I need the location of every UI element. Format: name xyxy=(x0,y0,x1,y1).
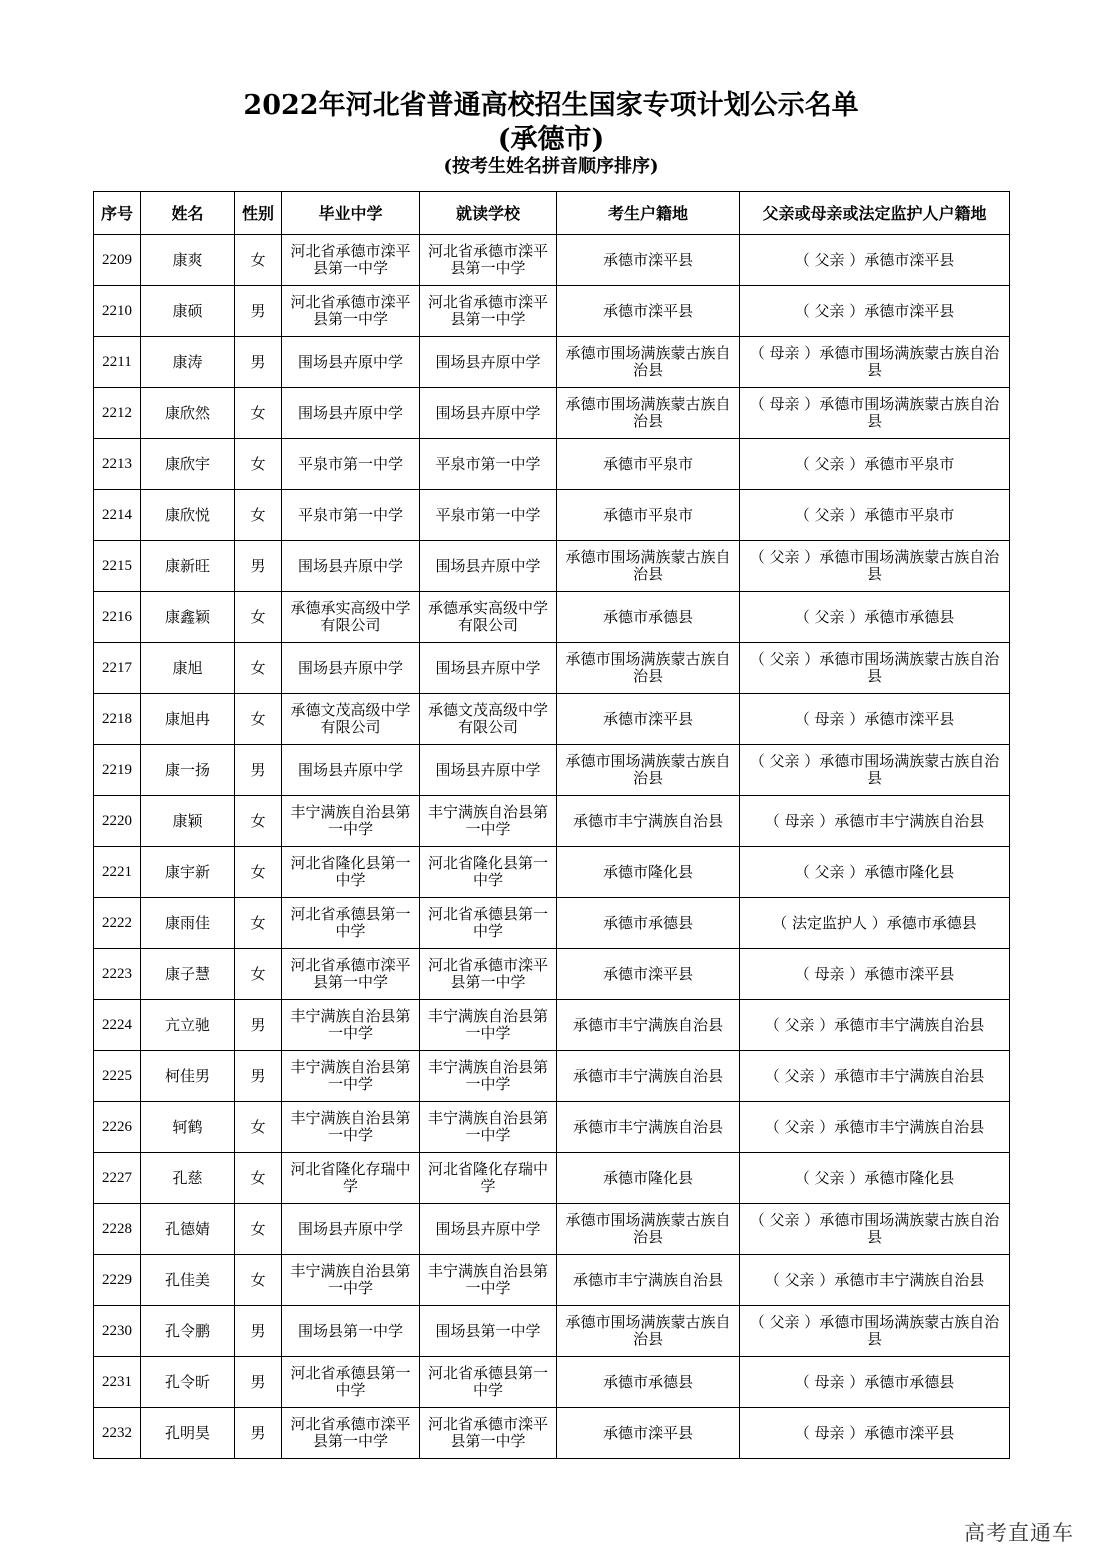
cell-student-residence: 承德市围场满族蒙古族自治县 xyxy=(557,337,740,388)
cell-graduation-school: 河北省隆化县第一中学 xyxy=(282,847,420,898)
cell-guardian-residence: （ 父亲 ）承德市平泉市 xyxy=(740,490,1010,541)
cell-current-school: 河北省承德市滦平县第一中学 xyxy=(420,949,557,1000)
watermark: 高考直通车 xyxy=(964,1521,1074,1545)
cell-name: 孔令鹏 xyxy=(141,1306,235,1357)
cell-name: 康颖 xyxy=(141,796,235,847)
cell-graduation-school: 丰宁满族自治县第一中学 xyxy=(282,1000,420,1051)
table-row xyxy=(94,286,1010,337)
cell-guardian-residence: （ 父亲 ）承德市平泉市 xyxy=(740,439,1010,490)
cell-index: 2227 xyxy=(94,1153,141,1204)
cell-student-residence: 承德市隆化县 xyxy=(557,1153,740,1204)
cell-name: 康欣悦 xyxy=(141,490,235,541)
cell-guardian-residence: （ 父亲 ）承德市滦平县 xyxy=(740,286,1010,337)
cell-name: 柯佳男 xyxy=(141,1051,235,1102)
cell-name: 孔明昊 xyxy=(141,1408,235,1459)
cell-student-residence: 承德市承德县 xyxy=(557,592,740,643)
cell-guardian-residence: （ 法定监护人 ）承德市承德县 xyxy=(740,898,1010,949)
cell-current-school: 承德承实高级中学有限公司 xyxy=(420,592,557,643)
cell-student-residence: 承德市围场满族蒙古族自治县 xyxy=(557,541,740,592)
table-row xyxy=(94,337,1010,388)
cell-index: 2212 xyxy=(94,388,141,439)
cell-index: 2231 xyxy=(94,1357,141,1408)
cell-student-residence: 承德市滦平县 xyxy=(557,286,740,337)
cell-gender: 女 xyxy=(235,592,282,643)
cell-current-school: 河北省隆化存瑞中学 xyxy=(420,1153,557,1204)
cell-name: 康旭 xyxy=(141,643,235,694)
cell-index: 2210 xyxy=(94,286,141,337)
cell-guardian-residence: （ 母亲 ）承德市围场满族蒙古族自治县 xyxy=(740,388,1010,439)
cell-name: 康子慧 xyxy=(141,949,235,1000)
cell-graduation-school: 河北省承德县第一中学 xyxy=(282,1357,420,1408)
cell-name: 康鑫颖 xyxy=(141,592,235,643)
cell-graduation-school: 丰宁满族自治县第一中学 xyxy=(282,1102,420,1153)
cell-name: 亢立驰 xyxy=(141,1000,235,1051)
cell-name: 康涛 xyxy=(141,337,235,388)
table-row xyxy=(94,1102,1010,1153)
cell-guardian-residence: （ 母亲 ）承德市滦平县 xyxy=(740,1408,1010,1459)
column-header-current-school: 就读学校 xyxy=(420,192,557,235)
table-row xyxy=(94,1408,1010,1459)
sort-note: (按考生姓名拼音顺序排序) xyxy=(443,156,659,177)
cell-current-school: 河北省承德市滦平县第一中学 xyxy=(420,286,557,337)
cell-student-residence: 承德市丰宁满族自治县 xyxy=(557,1000,740,1051)
table-row xyxy=(94,1000,1010,1051)
cell-graduation-school: 围场县第一中学 xyxy=(282,1306,420,1357)
cell-gender: 男 xyxy=(235,541,282,592)
table-header-row xyxy=(94,192,1010,235)
cell-current-school: 围场县卉原中学 xyxy=(420,388,557,439)
cell-graduation-school: 围场县卉原中学 xyxy=(282,337,420,388)
cell-index: 2229 xyxy=(94,1255,141,1306)
cell-current-school: 河北省承德市滦平县第一中学 xyxy=(420,1408,557,1459)
cell-current-school: 丰宁满族自治县第一中学 xyxy=(420,1102,557,1153)
column-header-name: 姓名 xyxy=(141,192,235,235)
cell-graduation-school: 河北省承德县第一中学 xyxy=(282,898,420,949)
cell-gender: 女 xyxy=(235,694,282,745)
cell-gender: 女 xyxy=(235,1204,282,1255)
table-row xyxy=(94,1306,1010,1357)
cell-index: 2226 xyxy=(94,1102,141,1153)
cell-guardian-residence: （ 父亲 ）承德市围场满族蒙古族自治县 xyxy=(740,1306,1010,1357)
cell-index: 2220 xyxy=(94,796,141,847)
cell-name: 康欣宇 xyxy=(141,439,235,490)
cell-gender: 男 xyxy=(235,1000,282,1051)
cell-current-school: 河北省承德市滦平县第一中学 xyxy=(420,235,557,286)
cell-gender: 女 xyxy=(235,235,282,286)
cell-gender: 女 xyxy=(235,490,282,541)
cell-graduation-school: 丰宁满族自治县第一中学 xyxy=(282,1255,420,1306)
cell-gender: 男 xyxy=(235,337,282,388)
cell-gender: 男 xyxy=(235,1408,282,1459)
table-row xyxy=(94,796,1010,847)
cell-current-school: 平泉市第一中学 xyxy=(420,490,557,541)
cell-guardian-residence: （ 父亲 ）承德市隆化县 xyxy=(740,847,1010,898)
cell-guardian-residence: （ 母亲 ）承德市丰宁满族自治县 xyxy=(740,796,1010,847)
column-header-gender: 性别 xyxy=(235,192,282,235)
table-row xyxy=(94,694,1010,745)
cell-current-school: 平泉市第一中学 xyxy=(420,439,557,490)
cell-index: 2213 xyxy=(94,439,141,490)
cell-graduation-school: 平泉市第一中学 xyxy=(282,439,420,490)
cell-guardian-residence: （ 父亲 ）承德市承德县 xyxy=(740,592,1010,643)
cell-guardian-residence: （ 母亲 ）承德市滦平县 xyxy=(740,694,1010,745)
cell-current-school: 围场县卉原中学 xyxy=(420,643,557,694)
cell-student-residence: 承德市隆化县 xyxy=(557,847,740,898)
cell-guardian-residence: （ 父亲 ）承德市丰宁满族自治县 xyxy=(740,1051,1010,1102)
cell-index: 2216 xyxy=(94,592,141,643)
table-row xyxy=(94,1051,1010,1102)
cell-graduation-school: 围场县卉原中学 xyxy=(282,1204,420,1255)
cell-name: 康一扬 xyxy=(141,745,235,796)
cell-graduation-school: 丰宁满族自治县第一中学 xyxy=(282,796,420,847)
table-row xyxy=(94,592,1010,643)
cell-name: 轲鹤 xyxy=(141,1102,235,1153)
cell-guardian-residence: （ 母亲 ）承德市滦平县 xyxy=(740,949,1010,1000)
cell-current-school: 丰宁满族自治县第一中学 xyxy=(420,1255,557,1306)
cell-student-residence: 承德市丰宁满族自治县 xyxy=(557,1051,740,1102)
cell-student-residence: 承德市平泉市 xyxy=(557,439,740,490)
table-row xyxy=(94,745,1010,796)
table-body xyxy=(94,235,1010,1459)
cell-guardian-residence: （ 父亲 ）承德市丰宁满族自治县 xyxy=(740,1000,1010,1051)
cell-gender: 女 xyxy=(235,796,282,847)
table-row xyxy=(94,1255,1010,1306)
column-header-guardian-residence: 父亲或母亲或法定监护人户籍地 xyxy=(740,192,1010,235)
cell-name: 康硕 xyxy=(141,286,235,337)
cell-current-school: 围场县卉原中学 xyxy=(420,745,557,796)
cell-student-residence: 承德市丰宁满族自治县 xyxy=(557,796,740,847)
column-header-index: 序号 xyxy=(94,192,141,235)
cell-gender: 男 xyxy=(235,1306,282,1357)
cell-student-residence: 承德市围场满族蒙古族自治县 xyxy=(557,1306,740,1357)
cell-guardian-residence: （ 父亲 ）承德市围场满族蒙古族自治县 xyxy=(740,745,1010,796)
cell-graduation-school: 河北省承德市滦平县第一中学 xyxy=(282,235,420,286)
table-row xyxy=(94,439,1010,490)
table-row xyxy=(94,490,1010,541)
cell-index: 2228 xyxy=(94,1204,141,1255)
cell-current-school: 承德文茂高级中学有限公司 xyxy=(420,694,557,745)
cell-name: 康欣然 xyxy=(141,388,235,439)
cell-student-residence: 承德市滦平县 xyxy=(557,949,740,1000)
table-row xyxy=(94,949,1010,1000)
cell-gender: 男 xyxy=(235,1357,282,1408)
cell-current-school: 丰宁满族自治县第一中学 xyxy=(420,1000,557,1051)
cell-gender: 女 xyxy=(235,1255,282,1306)
cell-graduation-school: 围场县卉原中学 xyxy=(282,541,420,592)
cell-name: 孔德婧 xyxy=(141,1204,235,1255)
cell-guardian-residence: （ 父亲 ）承德市隆化县 xyxy=(740,1153,1010,1204)
cell-name: 康雨佳 xyxy=(141,898,235,949)
cell-gender: 男 xyxy=(235,745,282,796)
cell-gender: 女 xyxy=(235,898,282,949)
cell-index: 2221 xyxy=(94,847,141,898)
cell-guardian-residence: （ 父亲 ）承德市围场满族蒙古族自治县 xyxy=(740,541,1010,592)
page-title: 2022年河北省普通高校招生国家专项计划公示名单 xyxy=(243,90,859,121)
cell-graduation-school: 河北省隆化存瑞中学 xyxy=(282,1153,420,1204)
cell-graduation-school: 承德承实高级中学有限公司 xyxy=(282,592,420,643)
table-row xyxy=(94,541,1010,592)
table-row xyxy=(94,1357,1010,1408)
column-header-student-residence: 考生户籍地 xyxy=(557,192,740,235)
cell-gender: 男 xyxy=(235,286,282,337)
cell-index: 2214 xyxy=(94,490,141,541)
cell-guardian-residence: （ 父亲 ）承德市围场满族蒙古族自治县 xyxy=(740,1204,1010,1255)
cell-current-school: 围场县第一中学 xyxy=(420,1306,557,1357)
table-row xyxy=(94,388,1010,439)
cell-guardian-residence: （ 父亲 ）承德市丰宁满族自治县 xyxy=(740,1255,1010,1306)
cell-current-school: 河北省承德县第一中学 xyxy=(420,898,557,949)
roster-table xyxy=(93,191,1010,1459)
cell-index: 2224 xyxy=(94,1000,141,1051)
cell-student-residence: 承德市平泉市 xyxy=(557,490,740,541)
cell-gender: 女 xyxy=(235,847,282,898)
cell-student-residence: 承德市丰宁满族自治县 xyxy=(557,1255,740,1306)
table-row xyxy=(94,847,1010,898)
cell-index: 2225 xyxy=(94,1051,141,1102)
cell-student-residence: 承德市围场满族蒙古族自治县 xyxy=(557,1204,740,1255)
cell-current-school: 围场县卉原中学 xyxy=(420,337,557,388)
cell-name: 孔佳美 xyxy=(141,1255,235,1306)
cell-student-residence: 承德市丰宁满族自治县 xyxy=(557,1102,740,1153)
table-row xyxy=(94,898,1010,949)
cell-index: 2218 xyxy=(94,694,141,745)
cell-name: 康爽 xyxy=(141,235,235,286)
table-row xyxy=(94,1153,1010,1204)
table-row xyxy=(94,235,1010,286)
cell-current-school: 丰宁满族自治县第一中学 xyxy=(420,796,557,847)
cell-student-residence: 承德市围场满族蒙古族自治县 xyxy=(557,388,740,439)
cell-index: 2222 xyxy=(94,898,141,949)
cell-index: 2211 xyxy=(94,337,141,388)
cell-gender: 女 xyxy=(235,1102,282,1153)
page-subtitle: (承德市) xyxy=(497,124,605,155)
cell-current-school: 围场县卉原中学 xyxy=(420,541,557,592)
cell-name: 孔令昕 xyxy=(141,1357,235,1408)
cell-guardian-residence: （ 母亲 ）承德市围场满族蒙古族自治县 xyxy=(740,337,1010,388)
cell-index: 2219 xyxy=(94,745,141,796)
cell-index: 2223 xyxy=(94,949,141,1000)
cell-current-school: 河北省承德县第一中学 xyxy=(420,1357,557,1408)
column-header-graduation-school: 毕业中学 xyxy=(282,192,420,235)
cell-graduation-school: 围场县卉原中学 xyxy=(282,388,420,439)
table-row xyxy=(94,643,1010,694)
cell-gender: 女 xyxy=(235,1153,282,1204)
cell-student-residence: 承德市滦平县 xyxy=(557,1408,740,1459)
cell-index: 2209 xyxy=(94,235,141,286)
cell-student-residence: 承德市滦平县 xyxy=(557,235,740,286)
cell-student-residence: 承德市承德县 xyxy=(557,898,740,949)
cell-student-residence: 承德市围场满族蒙古族自治县 xyxy=(557,745,740,796)
cell-student-residence: 承德市承德县 xyxy=(557,1357,740,1408)
cell-index: 2215 xyxy=(94,541,141,592)
cell-name: 康新旺 xyxy=(141,541,235,592)
cell-graduation-school: 丰宁满族自治县第一中学 xyxy=(282,1051,420,1102)
cell-gender: 女 xyxy=(235,439,282,490)
cell-graduation-school: 围场县卉原中学 xyxy=(282,745,420,796)
cell-student-residence: 承德市围场满族蒙古族自治县 xyxy=(557,643,740,694)
cell-guardian-residence: （ 父亲 ）承德市围场满族蒙古族自治县 xyxy=(740,643,1010,694)
cell-current-school: 河北省隆化县第一中学 xyxy=(420,847,557,898)
cell-name: 孔慈 xyxy=(141,1153,235,1204)
cell-index: 2217 xyxy=(94,643,141,694)
cell-graduation-school: 河北省承德市滦平县第一中学 xyxy=(282,286,420,337)
cell-graduation-school: 承德文茂高级中学有限公司 xyxy=(282,694,420,745)
cell-graduation-school: 河北省承德市滦平县第一中学 xyxy=(282,949,420,1000)
cell-guardian-residence: （ 父亲 ）承德市丰宁满族自治县 xyxy=(740,1102,1010,1153)
cell-gender: 男 xyxy=(235,1051,282,1102)
cell-graduation-school: 平泉市第一中学 xyxy=(282,490,420,541)
cell-gender: 女 xyxy=(235,388,282,439)
cell-name: 康旭冉 xyxy=(141,694,235,745)
cell-name: 康宇新 xyxy=(141,847,235,898)
table-row xyxy=(94,1204,1010,1255)
cell-gender: 女 xyxy=(235,949,282,1000)
cell-current-school: 丰宁满族自治县第一中学 xyxy=(420,1051,557,1102)
cell-graduation-school: 围场县卉原中学 xyxy=(282,643,420,694)
cell-index: 2230 xyxy=(94,1306,141,1357)
cell-graduation-school: 河北省承德市滦平县第一中学 xyxy=(282,1408,420,1459)
cell-gender: 女 xyxy=(235,643,282,694)
cell-current-school: 围场县卉原中学 xyxy=(420,1204,557,1255)
cell-index: 2232 xyxy=(94,1408,141,1459)
cell-student-residence: 承德市滦平县 xyxy=(557,694,740,745)
cell-guardian-residence: （ 父亲 ）承德市滦平县 xyxy=(740,235,1010,286)
cell-guardian-residence: （ 母亲 ）承德市承德县 xyxy=(740,1357,1010,1408)
